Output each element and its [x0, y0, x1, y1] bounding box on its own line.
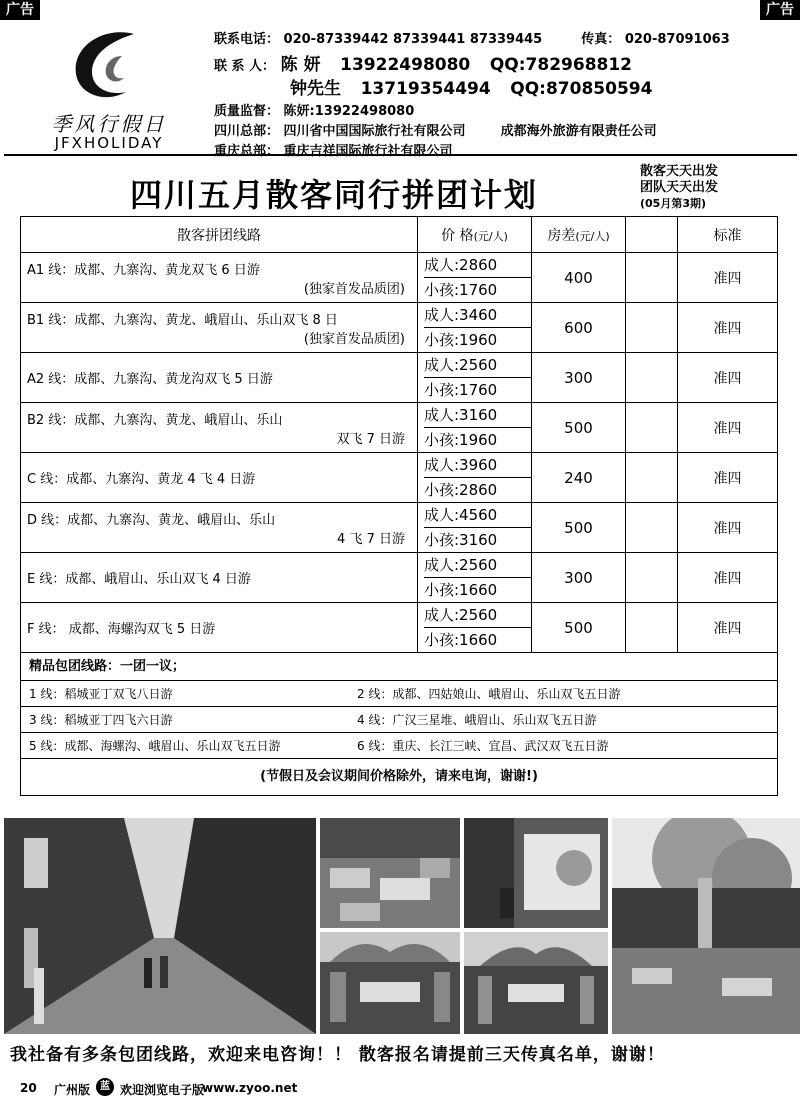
- ad-tag-left: 广告: [0, 0, 40, 20]
- price-child: 小孩:1660: [424, 581, 498, 599]
- route-subtext: 双飞 7 日游: [336, 431, 405, 447]
- price-cell: [418, 403, 532, 453]
- blank-cell: [626, 253, 678, 303]
- price-cell: [418, 253, 532, 303]
- header-diff: 房差(元/人): [532, 217, 626, 253]
- route-cell: [21, 553, 418, 603]
- package-item-left: 1 线：稻城亚丁双飞八日游: [29, 687, 173, 701]
- chengdu-value: 成都海外旅游有限责任公司: [500, 124, 657, 139]
- package-row: [21, 733, 777, 759]
- price-cell: [418, 503, 532, 553]
- chongqing-value: 重庆吉祥国际旅行社有限公司: [283, 144, 453, 159]
- chongqing-row: [214, 140, 453, 159]
- table-row: [21, 353, 778, 403]
- header: [4, 20, 797, 159]
- blank-cell: [626, 403, 678, 453]
- price-adult: 成人:2560: [424, 553, 531, 578]
- table-row: [21, 403, 778, 453]
- sichuan-label: 四川总部：: [214, 124, 280, 139]
- blank-cell: [626, 353, 678, 403]
- price-cell: [418, 303, 532, 353]
- room-diff-cell: 500: [532, 403, 626, 453]
- blank-cell: [626, 603, 678, 653]
- logo-name-cn: 季风行假日: [51, 112, 167, 136]
- person-label: 联 系 人：: [214, 59, 276, 74]
- table-row: [21, 253, 778, 303]
- photo-carved-gate-left: [320, 932, 460, 1034]
- packages-section: [20, 653, 778, 796]
- chongqing-label: 重庆总部：: [214, 144, 280, 159]
- price-child: 小孩:1760: [424, 281, 498, 299]
- route-subtext: (独家首发品质团): [303, 281, 405, 297]
- route-text: E 线：成都、峨眉山、乐山双飞 4 日游: [27, 572, 251, 587]
- footer: [0, 1076, 800, 1100]
- swoosh-logo-icon: [64, 26, 154, 106]
- person1-phone: 13922498080: [340, 55, 471, 75]
- phone-values: 020-87339442 87339441 87339445: [283, 32, 543, 47]
- room-diff-cell: 300: [532, 353, 626, 403]
- phone-row: [214, 28, 730, 47]
- price-adult: 成人:2560: [424, 353, 531, 378]
- package-row: [21, 707, 777, 733]
- route-cell: [21, 453, 418, 503]
- price-cell: [418, 553, 532, 603]
- sichuan-value: 四川省中国国际旅行社有限公司: [283, 124, 466, 139]
- table-row: [21, 453, 778, 503]
- price-child: 小孩:3160: [424, 531, 498, 549]
- blank-cell: [626, 503, 678, 553]
- room-diff-cell: 500: [532, 603, 626, 653]
- route-cell: [21, 303, 418, 353]
- route-cell: [21, 353, 418, 403]
- site-url[interactable]: www.zyoo.net: [202, 1081, 298, 1095]
- side-note-line1: 散客天天出发: [640, 164, 719, 179]
- package-item-left: 5 线：成都、海螺沟、峨眉山、乐山双飞五日游: [29, 739, 281, 753]
- price-adult: 成人:3960: [424, 453, 531, 478]
- header-blank: [626, 217, 678, 253]
- price-adult: 成人:2860: [424, 253, 531, 278]
- room-diff-cell: 400: [532, 253, 626, 303]
- price-child: 小孩:1960: [424, 431, 498, 449]
- header-price: 价 格(元/人): [418, 217, 532, 253]
- title-row: [0, 160, 800, 216]
- route-text: B2 线：成都、九寨沟、黄龙、峨眉山、乐山: [27, 412, 283, 428]
- person1-qq: QQ:782968812: [489, 55, 633, 75]
- table-row: [21, 303, 778, 353]
- page-title: 四川五月散客同行拼团计划: [130, 176, 539, 214]
- price-adult: 成人:4560: [424, 503, 531, 528]
- price-child: 小孩:1660: [424, 631, 498, 649]
- header-standard: 标准: [678, 217, 778, 253]
- route-text: B1 线：成都、九寨沟、黄龙、峨眉山、乐山双飞 8 日: [27, 312, 338, 328]
- table-row: [21, 503, 778, 553]
- blank-cell: [626, 303, 678, 353]
- package-item-left: 3 线：稻城亚丁四飞六日游: [29, 713, 173, 727]
- person2-row: [290, 74, 652, 99]
- room-diff-cell: 500: [532, 503, 626, 553]
- table-row: [21, 603, 778, 653]
- packages-heading: 精品包团线路：一团一议；: [21, 653, 777, 681]
- standard-cell: 准四: [678, 303, 778, 353]
- blank-cell: [626, 453, 678, 503]
- package-item-right: 6 线：重庆、长江三峡、宜昌、武汉双飞五日游: [357, 739, 609, 753]
- price-cell: [418, 603, 532, 653]
- person2-name: 钟先生: [290, 79, 341, 99]
- photo-poster-wall: [464, 818, 608, 928]
- welcome-text: 欢迎浏览电子版: [120, 1083, 205, 1097]
- header-route: 散客拼团线路: [21, 217, 418, 253]
- route-subtext: 4 飞 7 日游: [337, 531, 405, 547]
- route-cell: [21, 253, 418, 303]
- room-diff-cell: 240: [532, 453, 626, 503]
- quality-row: [214, 100, 414, 119]
- blank-cell: [626, 553, 678, 603]
- route-text: A2 线：成都、九寨沟、黄龙沟双飞 5 日游: [27, 372, 273, 387]
- route-subtext: (独家首发品质团): [303, 331, 405, 347]
- price-cell: [418, 353, 532, 403]
- photo-courtyard-tree: [612, 818, 800, 1034]
- package-item-right: 4 线：广汉三星堆、峨眉山、乐山双飞五日游: [357, 713, 597, 727]
- quality-label: 质量监督：: [214, 104, 280, 119]
- person2-qq: QQ:870850594: [510, 79, 653, 99]
- edition-badge: 蓝: [96, 1078, 114, 1096]
- standard-cell: 准四: [678, 403, 778, 453]
- price-adult: 成人:3460: [424, 303, 531, 328]
- phone-label: 联系电话：: [214, 32, 280, 47]
- packages-note: (节假日及会议期间价格除外，请来电询，谢谢!): [260, 769, 538, 784]
- side-note: [640, 164, 718, 212]
- price-child: 小孩:1760: [424, 381, 498, 399]
- price-child: 小孩:1960: [424, 331, 498, 349]
- ad-tag-right: 广告: [760, 0, 800, 20]
- route-cell: [21, 403, 418, 453]
- standard-cell: 准四: [678, 503, 778, 553]
- person2-phone: 13719354494: [360, 79, 491, 99]
- standard-cell: 准四: [678, 253, 778, 303]
- side-note-line3: (05月第3期): [640, 197, 707, 210]
- person1-name: 陈 妍: [280, 55, 321, 75]
- package-item-right: 2 线：成都、四姑娘山、峨眉山、乐山双飞五日游: [357, 687, 621, 701]
- standard-cell: 准四: [678, 453, 778, 503]
- package-row: [21, 681, 777, 707]
- edition-label: 广州版: [54, 1083, 91, 1097]
- quality-value: 陈妍:13922498080: [283, 104, 415, 119]
- route-cell: [21, 603, 418, 653]
- route-text: A1 线：成都、九寨沟、黄龙双飞 6 日游: [27, 262, 260, 278]
- price-adult: 成人:3160: [424, 403, 531, 428]
- table-header-row: [21, 217, 778, 253]
- side-note-line2: 团队天天出发: [640, 180, 719, 195]
- route-cell: [21, 503, 418, 553]
- photo-teahouse-chairs: [320, 818, 460, 928]
- fax-label: 传真：: [581, 32, 621, 47]
- logo: [24, 22, 194, 154]
- route-text: C 线：成都、九寨沟、黄龙 4 飞 4 日游: [27, 472, 256, 487]
- person1-row: [214, 50, 632, 75]
- room-diff-cell: 600: [532, 303, 626, 353]
- photo-strip: [0, 818, 800, 1036]
- route-text: D 线：成都、九寨沟、黄龙、峨眉山、乐山: [27, 512, 276, 528]
- route-text: F 线： 成都、海螺沟双飞 5 日游: [27, 622, 216, 637]
- standard-cell: 准四: [678, 603, 778, 653]
- sichuan-row: [214, 120, 657, 139]
- price-adult: 成人:2560: [424, 603, 531, 628]
- photo-carved-gate-right: [464, 932, 608, 1034]
- price-child: 小孩:2860: [424, 481, 498, 499]
- logo-name-en: JFXHOLIDAY: [54, 134, 164, 152]
- room-diff-cell: 300: [532, 553, 626, 603]
- standard-cell: 准四: [678, 353, 778, 403]
- table-row: [21, 553, 778, 603]
- photo-old-street: [4, 818, 316, 1034]
- standard-cell: 准四: [678, 553, 778, 603]
- routes-table: [20, 216, 778, 653]
- page-number: 20: [20, 1081, 37, 1095]
- bottom-slogan: 我社备有多条包团线路，欢迎来电咨询！！ 散客报名请提前三天传真名单，谢谢！: [10, 1045, 665, 1065]
- fax-value: 020-87091063: [624, 32, 730, 47]
- price-cell: [418, 453, 532, 503]
